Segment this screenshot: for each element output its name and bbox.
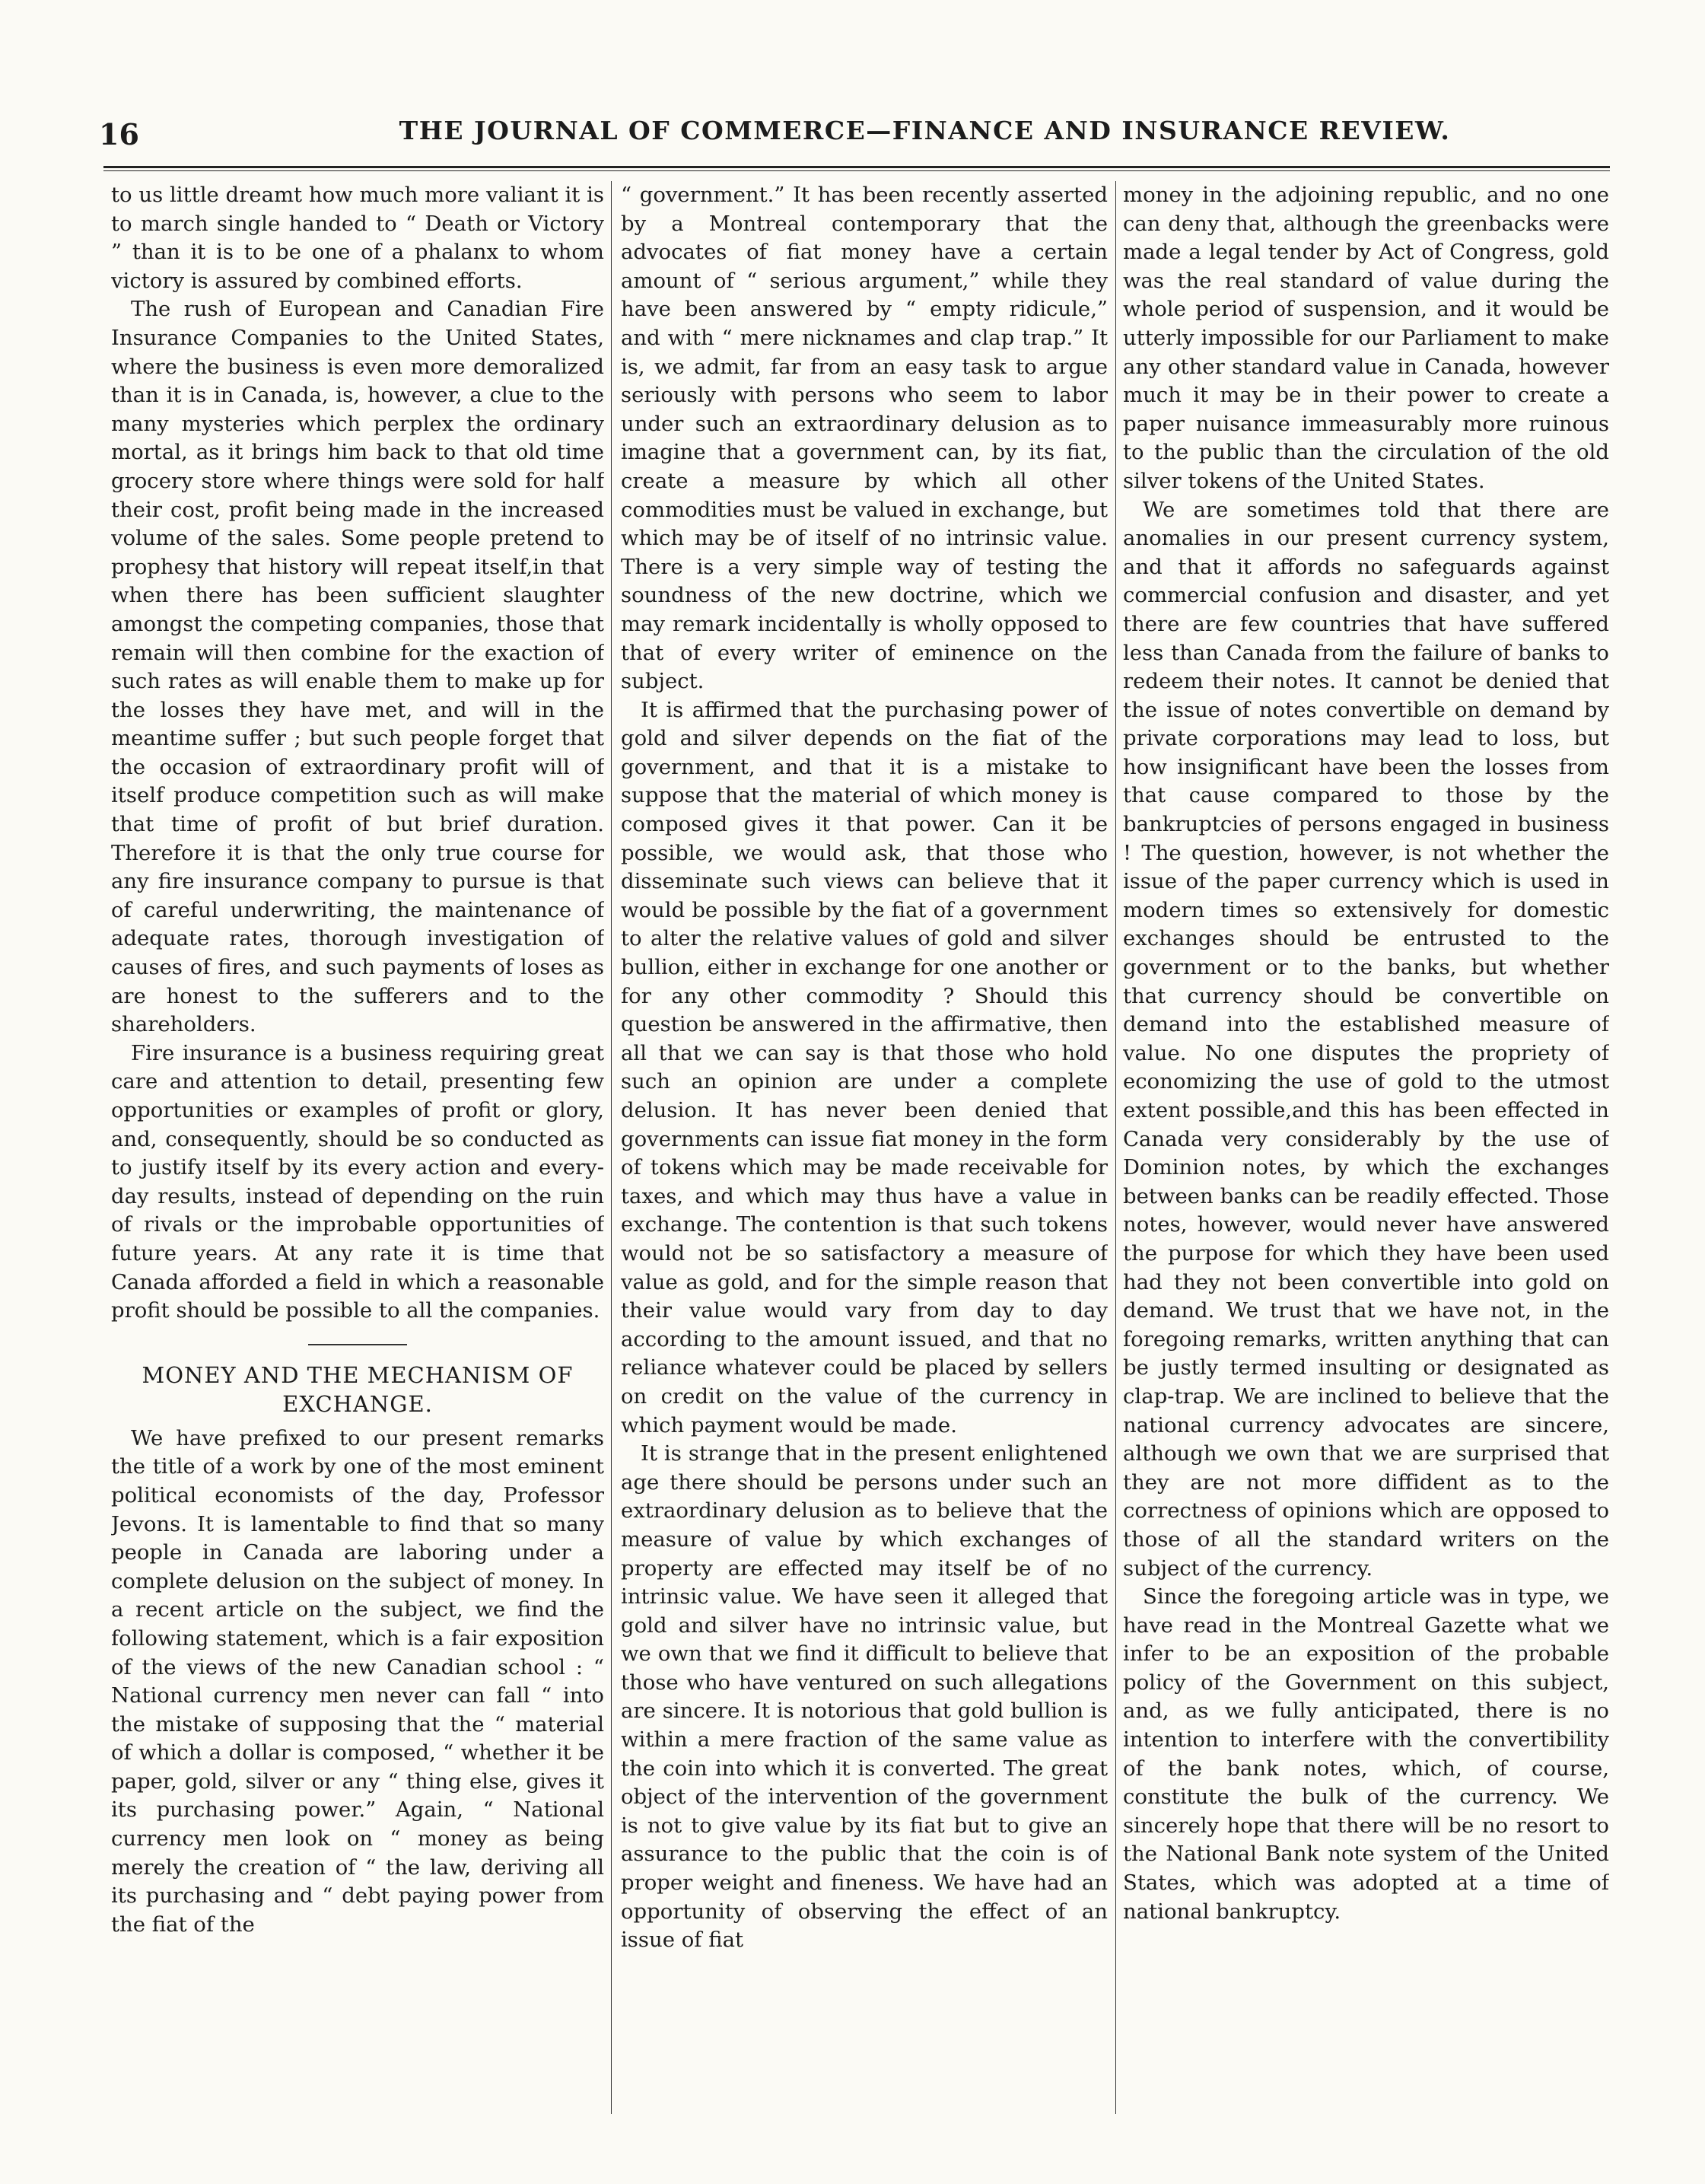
paragraph: It is affirmed that the purchasing power of gold and silver depends on the fiat of the government, and that it is a mistake to suppose that the material of which money is composed gives it that power. Can it be possible, we would ask, that those who disseminate such views can believe that it would be possible by the fiat of a government to alter the relative values of gold and silver bullion, either in exchange for one another or for any other commodity ? Should this question be answered in the affirmative, then all that we can say is that those who hold such an opinion are under a complete delusion. It has never been denied that governments can issue fiat money in the form of tokens which may be made receivable for taxes, and which may thus have a value in exchange. The contention is that such tokens would not be so satisfactory a measure of value as gold, and for the simple reason that their value would vary from day to day according to the amount issued, and that no reliance whatever could be placed by sellers on credit on the value of the currency in which payment would be made. [621, 697, 1108, 1437]
paragraph: It is strange that in the present enlightened age there should be persons under such an extraordinary delusion as to believe that the measure of value by which exchanges of property are effected may itself be of no intrinsic value. We have seen it alleged that gold and silver have no intrinsic value, but we own that we find it difficult to believe that those who have ventured on such allegations are sincere. It is notorious that gold bullion is within a mere fraction of the same value as the coin into which it is converted. The great object of the intervention of the government is not to give value by its fiat but to give an assurance to the public that the coin is of proper weight and fineness. We have had an opportunity of observing the effect of an issue of fiat [621, 1441, 1108, 1953]
section-heading: MONEY AND THE MECHANISM OF EXCHANGE. [142, 1361, 574, 1417]
paragraph: Fire insurance is a business requiring great care and attention to detail, presenting few opportunities or examples of profit or glory, and, consequently, should be so conducted as to justify itself by its every action and every-day results, instead of depending on the ruin of rivals or the improbable opportunities of future years. At any rate it is time that Canada afforded a field in which a reasonable profit should be possible to all the companies. [111, 1040, 604, 1323]
paragraph: money in the adjoining republic, and no one can deny that, although the greenbacks were made a legal tender by Act of Congress, gold was the real standard of value during the whole period of suspension, and it would be utterly impossible for our Parliament to make any other standard value in Canada, however much it may be in their power to create a paper nuisance immeasurably more ruinous to the public than the circulation of the old silver tokens of the United States. [1123, 183, 1609, 493]
column-1 [111, 181, 604, 2114]
column-2 [621, 181, 1108, 2114]
page-number: 16 [99, 117, 139, 151]
column-divider [1115, 181, 1116, 2114]
column-divider [611, 181, 612, 2114]
paragraph: We have prefixed to our present remarks the title of a work by one of the most eminent political economists of the day, Professor Jevons. It is lamentable to find that so many people in Canada are laboring under a complete delusion on the subject of money. In a recent article on the subject, we find the following statement, which is a fair exposition of the views of the new Canadian school : “ National currency men never can fall “ into the mistake of supposing that the “ material of which a dollar is composed, “ whether it be paper, gold, silver or any “ thing else, gives it its purchasing power.” Again, “ National currency men look on “ money as being merely the creation of “ the law, deriving all its purchasing and “ debt paying power from the fiat of the [111, 1425, 604, 1937]
paragraph: “ government.” It has been recently asserted by a Montreal contemporary that the advocates of fiat money have a certain amount of “ serious argument,” while they have been answered by “ empty ridicule,” and with “ mere nicknames and clap trap.” It is, we admit, far from an easy task to argue seriously with persons who seem to labor under such an extraordinary delusion as to imagine that a government can, by its fiat, create a measure by which all other commodities must be valued in exchange, but which may be of itself of no intrinsic value. There is a very simple way of testing the soundness of the new doctrine, which we may remark incidentally is wholly opposed to that of every writer of eminence on the subject. [621, 183, 1108, 694]
running-head-title: THE JOURNAL OF COMMERCE—FINANCE AND INSURANCE REVIEW. [399, 116, 1451, 145]
article-columns [103, 181, 1609, 2129]
paragraph: We are sometimes told that there are anomalies in our present currency system, and that it affords no safeguards against commercial confusion and disaster, and yet there are few countries that have suffered less than Canada from the failure of banks to redeem their notes. It cannot be denied that the issue of notes convertible on demand by private corporations may lead to loss, but how insignificant have been the losses from that cause compared to those by the bankruptcies of persons engaged in business ! The question, however, is not whether the issue of the paper currency which is used in modern times so extensively for domestic exchanges should be entrusted to the government or to the banks, but whether that currency should be convertible on demand into the established measure of value. No one disputes the propriety of economizing the use of gold to the utmost extent possible,and this has been effected in Canada very considerably by the use of Dominion notes, by which the exchanges between banks can be readily effected. Those notes, however, would never have answered the purpose for which they have been used had they not been convertible into gold on demand. We trust that we have not, in the foregoing remarks, written anything that can be justly termed insulting or designated as clap-trap. We are inclined to believe that the national currency advocates are sincere, although we own that we are surprised that they are not more diffident as to the correctness of opinions which are opposed to those of all the standard writers on the subject of the currency. [1123, 497, 1609, 1581]
section-separator [308, 1344, 407, 1345]
paragraph: Since the foregoing article was in type, we have read in the Montreal Gazette what we infer to be an exposition of the probable policy of the Government on this subject, and, as we fully anticipated, there is no intention to interfere with the convertibility of the bank notes, which, of course, constitute the bulk of the currency. We sincerely hope that there will be no resort to the National Bank note system of the United States, which was adopted at a time of national bankruptcy. [1123, 1584, 1609, 1924]
paragraph: The rush of European and Canadian Fire Insurance Companies to the United States, where the business is even more demoralized than it is in Canada, is, however, a clue to the many mysteries which perplex the ordinary mortal, as it brings him back to that old time grocery store where things were sold for half their cost, profit being made in the increased volume of the sales. Some people pretend to prophesy that history will repeat itself,in that when there has been sufficient slaughter amongst the competing companies, those that remain will then combine for the exaction of such rates as will enable them to make up for the losses they have met, and will in the meantime suffer ; but such people forget that the occasion of extraordinary profit will of itself produce competition such as will make that time of profit of but brief duration. Therefore it is that the only true course for any fire insurance company to pursue is that of careful underwriting, the maintenance of adequate rates, thorough investigation of causes of fires, and such payments of loses as are honest to the sufferers and to the shareholders. [111, 297, 604, 1037]
header-rule [103, 166, 1610, 171]
column-3 [1123, 181, 1609, 2114]
paragraph: to us little dreamt how much more valiant it is to march single handed to “ Death or Victory ” than it is to be one of a phalanx to whom victory is assured by combined efforts. [111, 183, 604, 293]
